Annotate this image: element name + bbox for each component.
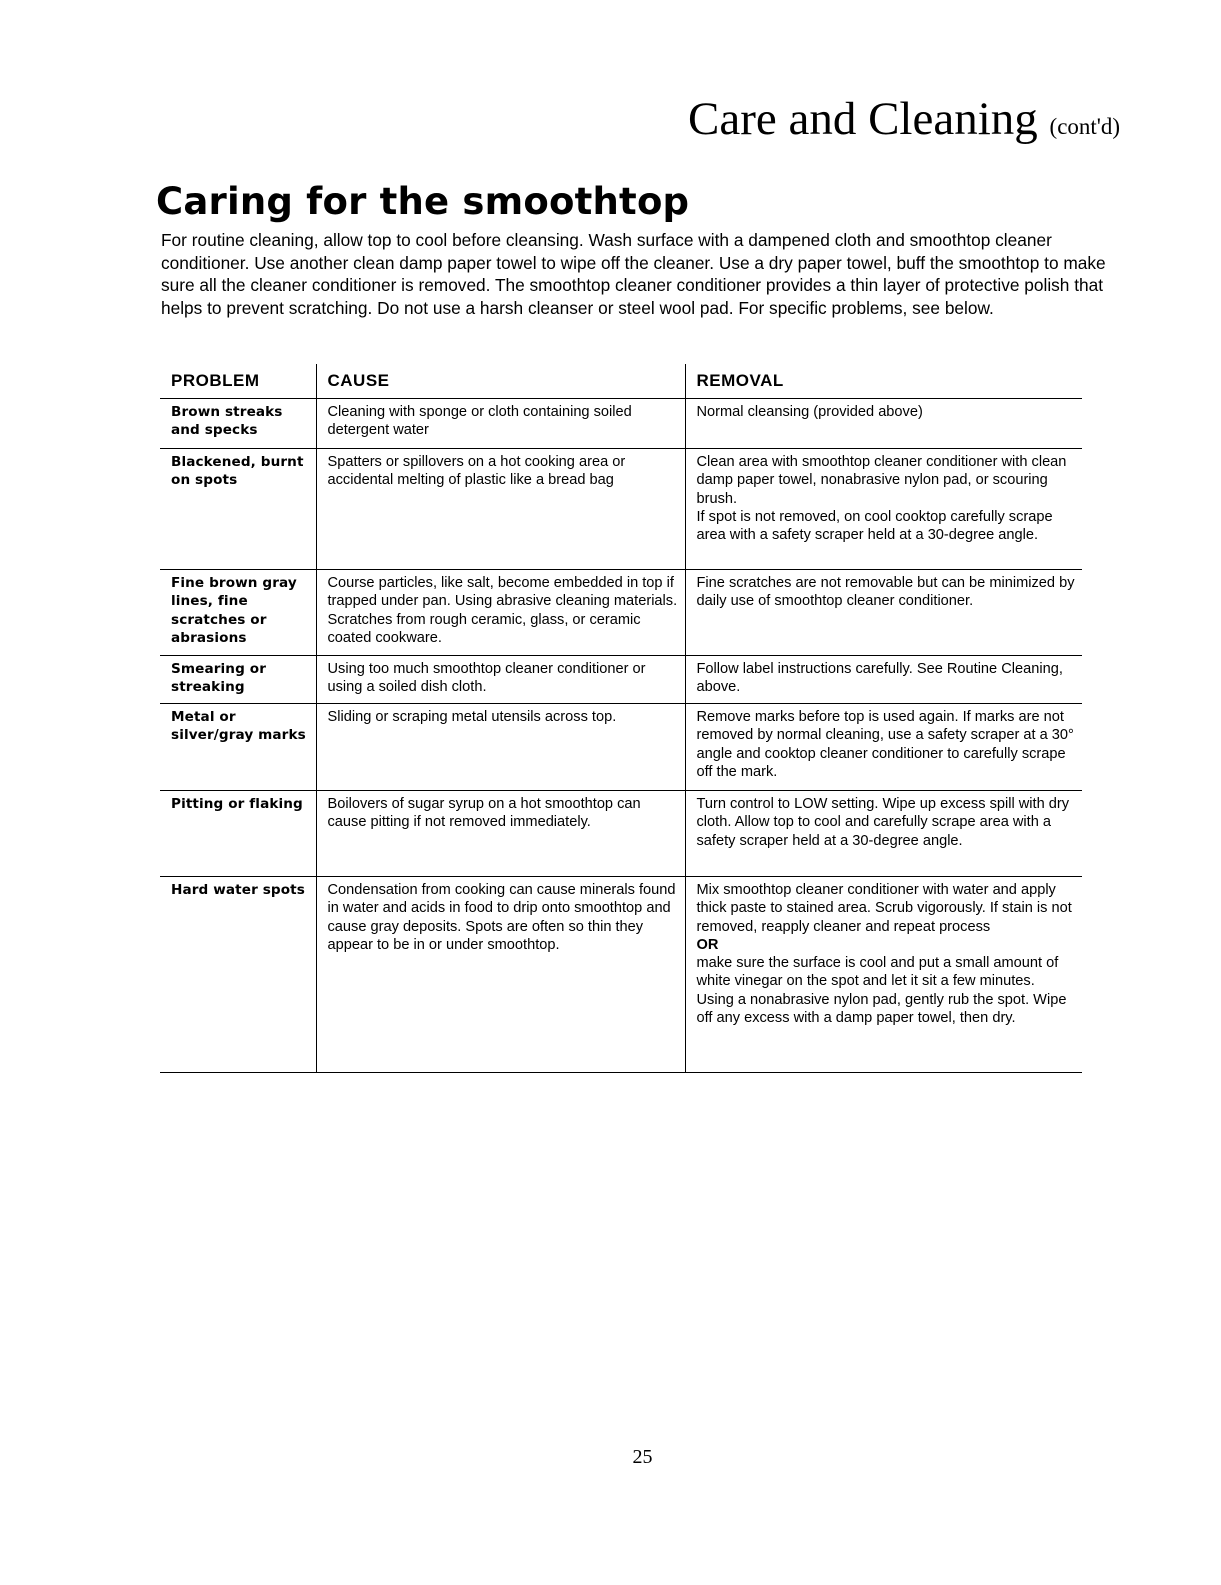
table-row: [160, 570, 1082, 656]
removal-cell: [685, 449, 1082, 570]
removal-cell: [685, 656, 1082, 704]
problem-cell: Metal or silver/gray marks: [160, 704, 316, 791]
cause-cell: Condensation from cooking can cause minerals found in water and acids in food to drip onto smoothtop and cause gray deposits. Spots are often so thin they appear to be in or under smoothtop.: [316, 877, 685, 1073]
removal-cell: [685, 877, 1082, 1073]
removal-cell: [685, 570, 1082, 656]
removal-text: Remove marks before top is used again. If marks are not removed by normal cleaning, use a safety scraper at a 30° angle and cooktop cleaner conditioner to carefully scrape off the mark.: [696, 709, 1074, 780]
cause-cell: Using too much smoothtop cleaner conditioner or using a soiled dish cloth.: [316, 656, 685, 704]
cause-cell: Boilovers of sugar syrup on a hot smoothtop can cause pitting if not removed immediately.: [316, 791, 685, 877]
problem-cell: Brown streaks and specks: [160, 399, 316, 449]
table-row: [160, 656, 1082, 704]
table-row: [160, 791, 1082, 877]
header-title: Care and Cleaning: [688, 93, 1038, 145]
page-header: [688, 93, 1121, 145]
removal-text: Turn control to LOW setting. Wipe up excess spill with dry cloth. Allow top to cool and carefully scrape area with a safety scraper held at a 30-degree angle.: [696, 796, 1070, 849]
page-number: 25: [632, 1446, 653, 1468]
table-row: [160, 399, 1082, 449]
cause-cell: Spatters or spillovers on a hot cooking area or accidental melting of plastic like a bread bag: [316, 449, 685, 570]
removal-text: Clean area with smoothtop cleaner conditioner with clean damp paper towel, nonabrasive nylon pad, or scouring brush.: [696, 454, 1067, 507]
removal-text: Follow label instructions carefully. See Routine Cleaning, above.: [696, 661, 1063, 696]
table-row: [160, 449, 1082, 570]
cause-cell: Sliding or scraping metal utensils across top.: [316, 704, 685, 791]
intro-paragraph: For routine cleaning, allow top to cool before cleansing. Wash surface with a dampened cloth and smoothtop cleaner conditioner. Use another clean damp paper towel to wipe off the cleaner. Use a dry paper towel, buff the smoothtop to make sure all the cleaner conditioner is removed. The smoothtop cleaner conditioner provides a thin layer of protective polish that helps to prevent scratching. Do not use a harsh cleanser or steel wool pad. For specific problems, see below.: [161, 230, 1106, 318]
removal-text: Fine scratches are not removable but can be minimized by daily use of smoothtop cleaner conditioner.: [696, 575, 1075, 610]
removal-cell: [685, 704, 1082, 791]
problem-cell: Blackened, burnt on spots: [160, 449, 316, 570]
table-header-row: [160, 364, 1082, 399]
column-header-cause: CAUSE: [316, 364, 685, 399]
problem-cell: Smearing or streaking: [160, 656, 316, 704]
problem-cell: Pitting or flaking: [160, 791, 316, 877]
table-row: [160, 877, 1082, 1073]
header-suffix: (cont'd): [1049, 114, 1121, 139]
problem-cell: Fine brown gray lines, fine scratches or abrasions: [160, 570, 316, 656]
column-header-problem: PROBLEM: [160, 364, 316, 399]
cause-cell: Cleaning with sponge or cloth containing soiled detergent water: [316, 399, 685, 449]
section-heading: Caring for the smoothtop: [156, 180, 690, 223]
removal-text: If spot is not removed, on cool cooktop carefully scrape area with a safety scraper held at a 30-degree angle.: [696, 508, 1053, 544]
removal-cell: [685, 399, 1082, 449]
problem-cell: Hard water spots: [160, 877, 316, 1073]
removal-text: make sure the surface is cool and put a small amount of white vinegar on the spot and let it sit a few minutes. Using a nonabrasive nylon pad, gently rub the spot. Wipe off any excess with a damp paper towel, then dry.: [696, 955, 1067, 1027]
table-row: [160, 704, 1082, 791]
removal-text: Mix smoothtop cleaner conditioner with water and apply thick paste to stained area. Scrub vigorously. If stain is not removed, reapply cleaner and repeat process: [696, 882, 1072, 935]
removal-text: Normal cleansing (provided above): [696, 404, 923, 420]
removal-cell: [685, 791, 1082, 877]
cause-cell: Course particles, like salt, become embedded in top if trapped under pan. Using abrasive cleaning materials. Scratches from rough ceramic, glass, or ceramic coated cookware.: [316, 570, 685, 656]
problem-table: [160, 364, 1082, 1073]
column-header-removal: REMOVAL: [685, 364, 1082, 399]
removal-or-label: OR: [696, 936, 719, 953]
